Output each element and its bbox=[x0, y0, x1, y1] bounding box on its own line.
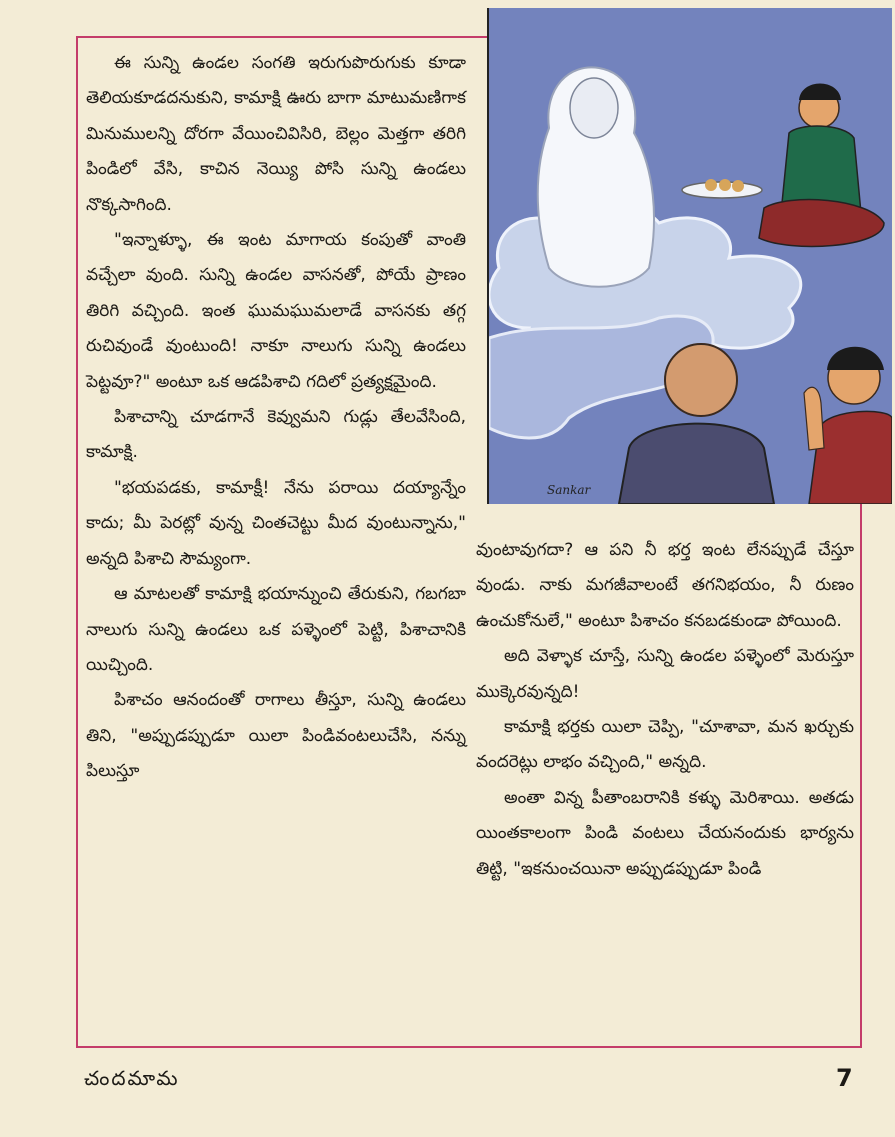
right-text-column bbox=[476, 533, 854, 887]
magazine-title: చందమామ bbox=[84, 1066, 180, 1090]
paragraph: ఈ సున్ని ఉండల సంగతి ఇరుగుపొరుగుకు కూడా తెలియకూడదనుకుని, కామాక్షి ఊరు బాగా మాటుమణిగాక మినుములన్ని దోరగా వేయించివిసిరి, బెల్లం మెత్తగా తరిగి పిండిలో వేసి, కాచిన నెయ్యి పోసి సున్ని ఉండలు నొక్కసాగింది. bbox=[86, 53, 466, 215]
artist-signature: Sankar bbox=[547, 483, 591, 497]
left-text-column bbox=[86, 46, 466, 790]
paragraph: అది వెళ్ళాక చూస్తే, సున్ని ఉండల పళ్ళెంలో మెరుస్తూ ముక్కెరవున్నది! bbox=[476, 646, 854, 702]
story-illustration bbox=[487, 8, 892, 504]
paragraph: "ఇన్నాళ్ళూ, ఈ ఇంట మాగాయ కంపుతో వాంతి వచ్చేలా వుంది. సున్ని ఉండల వాసనతో, పోయే ప్రాణం తిరిగి వచ్చింది. ఇంత ఘుమఘుమలాడే వాసనకు తగ్గ రుచివుండే వుంటుంది! నాకూ నాలుగు సున్ని ఉండలు పెట్టవూ?" అంటూ ఒక ఆడపిశాచి గదిలో ప్రత్యక్షమైంది. bbox=[86, 230, 466, 392]
paragraph: ఆ మాటలతో కామాక్షి భయాన్నుంచి తేరుకుని, గబగబా నాలుగు సున్ని ఉండలు ఒక పళ్ళెంలో పెట్టి, పిశాచానికి యిచ్చింది. bbox=[86, 584, 466, 675]
paragraph: అంతా విన్న పీతాంబరానికి కళ్ళు మెరిశాయి. అతడు యింతకాలంగా పిండి వంటలు చేయనందుకు భార్యను తిట్టి, "ఇకనుంచయినా అప్పుడప్పుడూ పిండి bbox=[476, 787, 854, 879]
paragraph: పిశాచం ఆనందంతో రాగాలు తీస్తూ, సున్ని ఉండలు తిని, "అప్పుడప్పుడూ యిలా పిండివంటలుచేసి, నన్ను పిలుస్తూ bbox=[86, 690, 466, 782]
paragraph: కామాక్షి భర్తకు యిలా చెప్పి, "చూశావా, మన ఖర్చుకు వందరెట్లు లాభం వచ్చింది," అన్నది. bbox=[476, 717, 854, 773]
paragraph: పిశాచాన్ని చూడగానే కెవ్వుమని గుడ్లు తేలవేసింది, కామాక్షి. bbox=[86, 407, 466, 463]
page-number: 7 bbox=[836, 1064, 853, 1092]
paragraph: వుంటావుగదా? ఆ పని నీ భర్త ఇంట లేనప్పుడే చేస్తూ వుండు. నాకు మగజీవాలంటే తగనిభయం, నీ రుణం ఉంచుకోనులే," అంటూ పిశాచం కనబడకుండా పోయింది. bbox=[476, 540, 854, 631]
paragraph: "భయపడకు, కామాక్షీ! నేను పరాయి దయ్యాన్నేం కాదు; మీ పెరట్లో వున్న చింతచెట్టు మీద వుంటున్నాను," అన్నది పిశాచి సౌమ్యంగా. bbox=[86, 477, 466, 569]
illustration-drawing bbox=[489, 8, 892, 504]
